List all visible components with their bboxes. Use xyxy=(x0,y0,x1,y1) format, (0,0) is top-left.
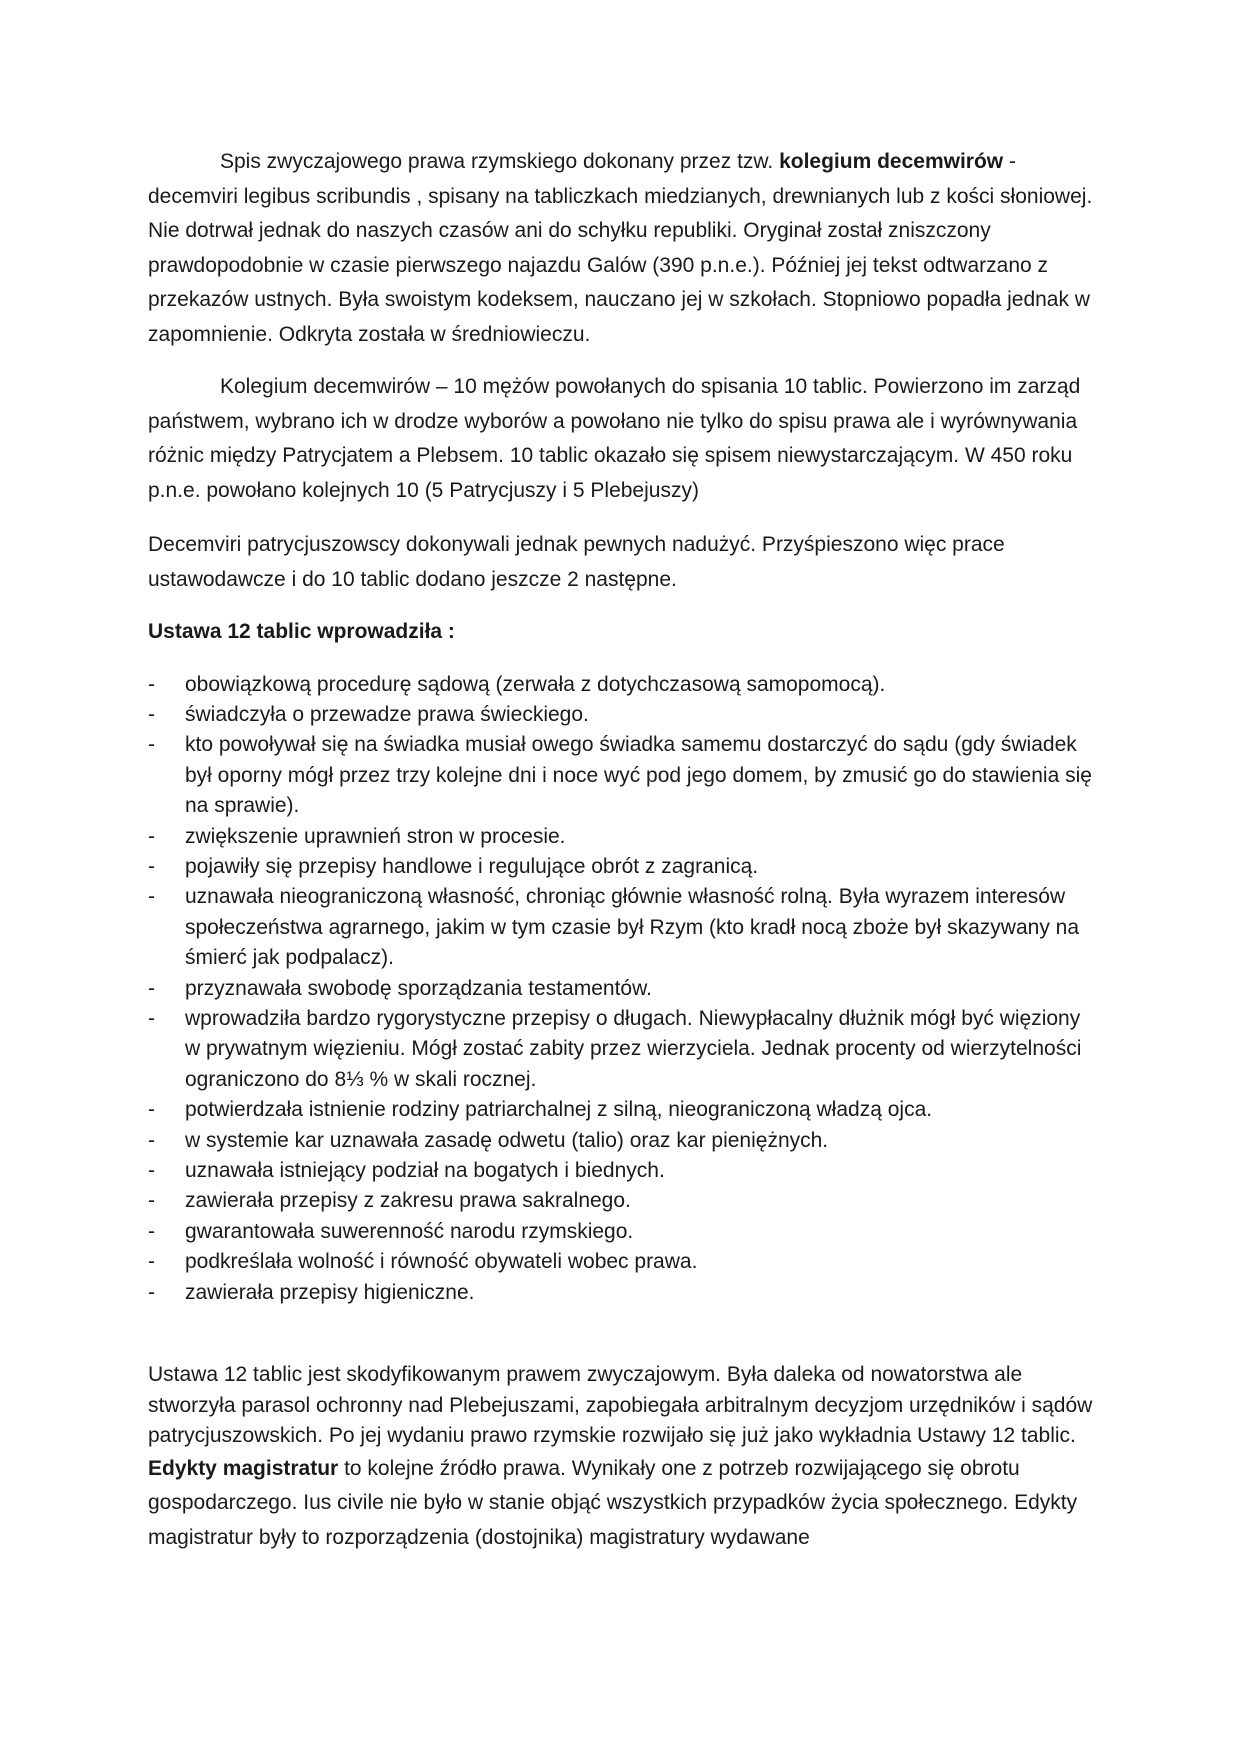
dash-bullet: - xyxy=(148,1280,155,1304)
list-item xyxy=(148,1004,1098,1095)
dash-bullet: - xyxy=(148,1189,155,1213)
list-item xyxy=(148,1278,1098,1308)
paragraph-kolegium: Kolegium decemwirów – 10 mężów powołanych do spisania 10 tablic. Powierzono im zarząd państwem, wybrano ich w drodze wyborów a powołano nie tylko do spisu prawa ale i wyrównywania różnic między Patrycjatem a Plebsem. 10 tablic okazało się spisem niewystarczającym. W 450 roku p.n.e. powołano kolejnych 10 (5 Patrycjuszy i 5 Plebejuszy) xyxy=(148,375,1081,502)
dash-bullet: - xyxy=(148,885,155,909)
paragraph-intro-start: Spis zwyczajowego prawa rzymskiego dokonany przez tzw. xyxy=(220,150,780,173)
list-item-text: wprowadziła bardzo rygorystyczne przepisy o długach. Niewypłacalny dłużnik mógł być więziony w prywatnym więzieniu. Mógł zostać zabity przez wierzyciela. Jednak procenty od wierzytelności ograniczono do 8⅓ % w skali rocznej. xyxy=(185,1006,1082,1091)
list-item-text: w systemie kar uznawała zasadę odwetu (talio) oraz kar pieniężnych. xyxy=(185,1128,829,1152)
provisions-list xyxy=(148,670,1098,1309)
list-item-text: kto powoływał się na świadka musiał owego świadka samemu dostarczyć do sądu (gdy świadek był oporny mógł przez trzy kolejne dni i noce wyć pod jego domem, by zmusić go do stawienia się na sprawie). xyxy=(185,733,1092,818)
dash-bullet: - xyxy=(148,672,155,696)
list-item-text: pojawiły się przepisy handlowe i regulujące obrót z zagranicą. xyxy=(185,854,759,878)
list-item-text: obowiązkową procedurę sądową (zerwała z dotychczasową samopomocą). xyxy=(185,672,886,696)
dash-bullet: - xyxy=(148,976,155,1000)
dash-bullet: - xyxy=(148,1006,155,1030)
list-item-text: potwierdzała istnienie rodziny patriarchalnej z silną, nieograniczoną władzą ojca. xyxy=(185,1098,933,1122)
list-item-text: świadczyła o przewadze prawa świeckiego. xyxy=(185,702,589,726)
dash-bullet: - xyxy=(148,1159,155,1182)
list-item-text: uznawała nieograniczoną własność, chroniąc głównie własność rolną. Była wyrazem interesów społeczeństwa agrarnego, jakim w tym czasie był Rzym (kto kradł nocą zboże był skazywany na śmierć jak podpalacz). xyxy=(185,885,1080,970)
list-item-text: uznawała istniejący podział na bogatych i biednych. xyxy=(185,1159,665,1182)
paragraph-edykty xyxy=(148,1452,1098,1556)
list-item xyxy=(148,730,1098,821)
dash-bullet: - xyxy=(148,1219,155,1243)
list-item xyxy=(148,1247,1098,1277)
paragraph-intro-end: - decemviri legibus scribundis , spisany na tabliczkach miedzianych, drewnianych lub z kości słoniowej. Nie dotrwał jednak do naszych czasów ani do schyłku republiki. Oryginał został zniszczony prawdopodobnie w czasie pierwszego najazdu Galów (390 p.n.e.). Później jej tekst odtwarzano z przekazów ustnych. Była swoistym kodeksem, nauczano jej w szkołach. Stopniowo popadła jednak w zapomnienie. Odkryta została w średniowieczu. xyxy=(148,150,1093,346)
paragraph-intro xyxy=(148,145,1098,352)
dash-bullet: - xyxy=(148,854,155,878)
term-kolegium-decemwirow: kolegium decemwirów xyxy=(779,150,1004,173)
list-item-text: podkreślała wolność i równość obywateli wobec prawa. xyxy=(185,1250,698,1274)
list-item xyxy=(148,974,1098,1004)
list-item-text: zawierała przepisy higieniczne. xyxy=(185,1280,475,1304)
list-item xyxy=(148,1126,1098,1156)
dash-bullet: - xyxy=(148,1098,155,1122)
list-item-text: zwiększenie uprawnień stron w procesie. xyxy=(185,824,566,848)
dash-bullet: - xyxy=(148,733,155,757)
list-item xyxy=(148,1217,1098,1247)
document-page xyxy=(148,145,1098,1555)
list-item xyxy=(148,1186,1098,1216)
list-item xyxy=(148,1156,1098,1186)
list-item xyxy=(148,852,1098,882)
list-item xyxy=(148,822,1098,852)
closing-section xyxy=(148,1360,1098,1555)
dash-bullet: - xyxy=(148,702,155,726)
paragraph-edykty-text: to kolejne źródło prawa. Wynikały one z potrzeb rozwijającego się obrotu gospodarczego. Ius civile nie było w stanie objąć wszystkich przypadków życia społecznego. Edykty magistratur były to rozporządzenia (dostojnika) magistratury wydawane xyxy=(148,1456,1078,1549)
dash-bullet: - xyxy=(148,1250,155,1274)
dash-bullet: - xyxy=(148,1128,155,1152)
paragraph-ustawa-summary: Ustawa 12 tablic jest skodyfikowanym prawem zwyczajowym. Była daleka od nowatorstwa ale stworzyła parasol ochronny nad Plebejuszami, zapobiegała arbitralnym decyzjom urzędników i sądów patrycjuszowskich. Po jej wydaniu prawo rzymskie rozwijało się już jako wykładnia Ustawy 12 tablic. xyxy=(148,1363,1093,1448)
list-item xyxy=(148,1095,1098,1125)
paragraph-decemviri: Decemviri patrycjuszowscy dokonywali jednak pewnych nadużyć. Przyśpieszono więc prace ustawodawcze i do 10 tablic dodano jeszcze 2 następne. xyxy=(148,533,1005,591)
list-item xyxy=(148,670,1098,700)
section-heading-ustawa: Ustawa 12 tablic wprowadziła : xyxy=(148,620,455,643)
dash-bullet: - xyxy=(148,824,155,848)
term-edykty-magistratur: Edykty magistratur xyxy=(148,1456,339,1480)
list-item xyxy=(148,882,1098,973)
list-item-text: przyznawała swobodę sporządzania testamentów. xyxy=(185,976,652,1000)
list-item xyxy=(148,700,1098,730)
list-item-text: gwarantowała suwerenność narodu rzymskiego. xyxy=(185,1219,634,1243)
list-item-text: zawierała przepisy z zakresu prawa sakralnego. xyxy=(185,1189,631,1213)
